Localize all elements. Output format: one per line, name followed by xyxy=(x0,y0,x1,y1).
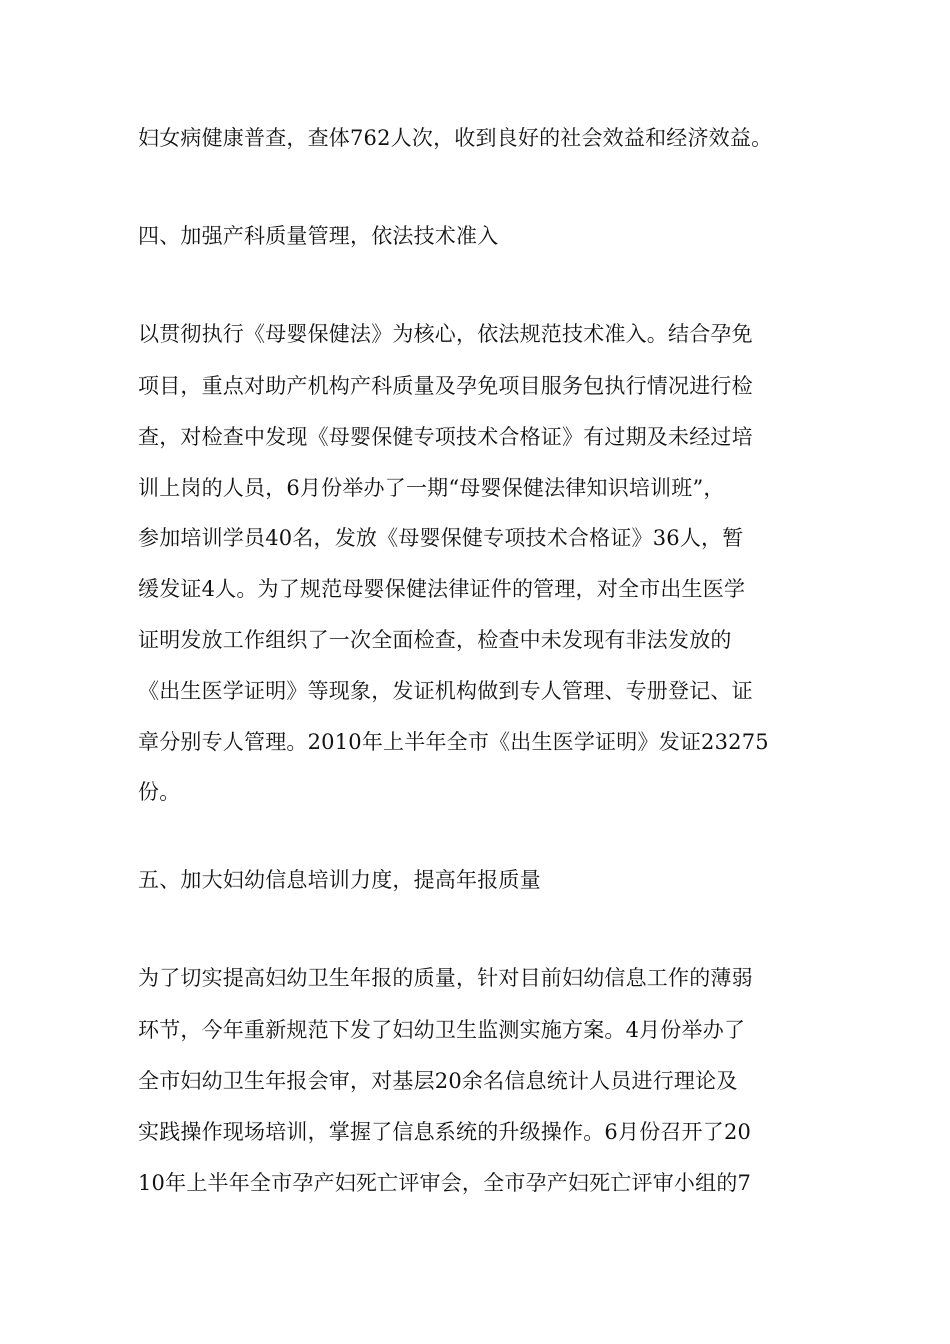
text-line: 训上岗的人员，6月份举办了一期“母婴保健法律知识培训班”， xyxy=(138,476,725,500)
text-line: 实践操作现场培训，掌握了信息系统的升级操作。6月份召开了20 xyxy=(138,1120,752,1144)
text-line: 章分别专人管理。2010年上半年全市《出生医学证明》发证23275 xyxy=(138,730,769,754)
text-line: 缓发证4人。为了规范母婴保健法律证件的管理，对全市出生医学 xyxy=(138,577,746,601)
text-line: 以贯彻执行《母婴保健法》为核心，依法规范技术准入。结合孕免 xyxy=(138,322,753,346)
text-line: 查，对检查中发现《母婴保健专项技术合格证》有过期及未经过培 xyxy=(138,425,753,449)
text-line: 项目，重点对助产机构产科质量及孕免项目服务包执行情况进行检 xyxy=(138,374,753,398)
text-line: 妇女病健康普查，查体762人次，收到良好的社会效益和经济效益。 xyxy=(138,126,773,150)
text-line: 为了切实提高妇幼卫生年报的质量，针对目前妇幼信息工作的薄弱 xyxy=(138,966,753,990)
text-line: 环节，今年重新规范下发了妇幼卫生监测实施方案。4月份举办了 xyxy=(138,1018,746,1042)
section-heading: 四、加强产科质量管理，依法技术准入 xyxy=(138,224,499,248)
text-line: 10年上半年全市孕产妇死亡评审会，全市孕产妇死亡评审小组的7 xyxy=(138,1171,752,1195)
text-line: 份。 xyxy=(138,780,181,804)
text-line: 证明发放工作组织了一次全面检查，检查中未发现有非法发放的 xyxy=(138,628,732,652)
text-line: 参加培训学员40名，发放《母婴保健专项技术合格证》36人，暂 xyxy=(138,526,744,550)
section-heading: 五、加大妇幼信息培训力度，提高年报质量 xyxy=(138,868,541,892)
text-line: 全市妇幼卫生年报会审，对基层20余名信息统计人员进行理论及 xyxy=(138,1069,738,1093)
text-line: 《出生医学证明》等现象，发证机构做到专人管理、专册登记、证 xyxy=(138,679,753,703)
